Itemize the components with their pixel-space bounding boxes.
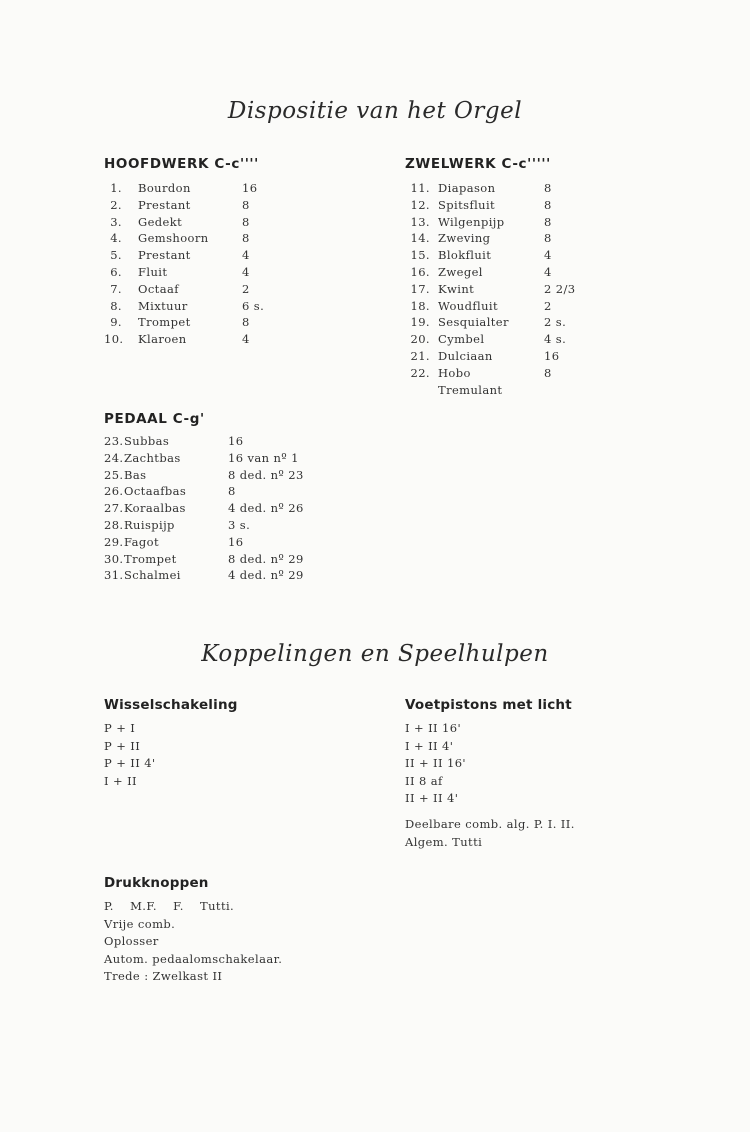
stop-row bbox=[104, 433, 344, 450]
stop-name: Zweving bbox=[438, 231, 491, 246]
stop-row bbox=[405, 230, 625, 247]
stop-number: 13. bbox=[410, 214, 430, 229]
stop-row bbox=[104, 467, 344, 484]
stop-row bbox=[104, 551, 344, 568]
stop-row bbox=[104, 500, 344, 517]
stop-size: 8 ded. nº 23 bbox=[228, 467, 304, 482]
stop-size: 8 bbox=[544, 365, 552, 380]
stop-size: 8 bbox=[242, 214, 250, 229]
stop-row bbox=[104, 517, 344, 534]
stop-name: Sesquialter bbox=[438, 315, 509, 330]
stop-number: 26. bbox=[104, 484, 124, 499]
stop-number: 2. bbox=[110, 197, 122, 212]
voetpistons-list bbox=[405, 720, 466, 808]
stop-number: 30. bbox=[104, 551, 124, 566]
stop-number: 29. bbox=[104, 534, 124, 549]
voetpistons-notes bbox=[405, 816, 575, 851]
stop-size: 4 s. bbox=[544, 332, 567, 347]
drukknoppen-list bbox=[104, 898, 282, 986]
stop-row bbox=[405, 331, 625, 348]
coupler-line: P + I bbox=[104, 721, 136, 735]
stop-size: 8 bbox=[544, 181, 552, 195]
coupler-line: P + II bbox=[104, 738, 141, 753]
stop-row bbox=[104, 314, 304, 331]
stop-row bbox=[104, 567, 344, 584]
piston-line: II + II 16' bbox=[405, 756, 466, 770]
stop-row bbox=[405, 180, 625, 197]
stop-name: Bas bbox=[124, 467, 147, 482]
stop-name: Schalmei bbox=[124, 568, 181, 583]
stop-number: 15. bbox=[410, 248, 430, 263]
stop-size: 8 bbox=[242, 197, 250, 212]
stop-size: 6 s. bbox=[242, 298, 265, 313]
stop-number: 8. bbox=[110, 298, 122, 313]
coupler-line: P + II 4' bbox=[104, 756, 156, 770]
stop-row bbox=[405, 314, 625, 331]
stop-row bbox=[104, 534, 344, 551]
pedaal-stop-list bbox=[104, 433, 344, 584]
stop-size: 4 bbox=[544, 248, 552, 263]
heading-zwelwerk: ZWELWERK C-c''''' bbox=[405, 156, 551, 172]
stop-size: 2 bbox=[544, 298, 552, 313]
stop-row bbox=[405, 382, 625, 399]
stop-name: Fluit bbox=[138, 264, 168, 279]
stop-size: 8 bbox=[544, 197, 552, 212]
stop-row bbox=[104, 450, 344, 467]
stop-size: 8 bbox=[544, 214, 552, 229]
stop-row bbox=[405, 281, 625, 298]
stop-row bbox=[104, 331, 304, 348]
stop-size: 16 bbox=[242, 181, 258, 195]
stop-name: Tremulant bbox=[438, 382, 503, 397]
stop-size: 8 ded. nº 29 bbox=[228, 551, 304, 566]
wisselschakeling-list bbox=[104, 720, 156, 790]
stop-number: 5. bbox=[110, 248, 122, 263]
stop-name: Wilgenpijp bbox=[438, 214, 505, 229]
stop-number: 19. bbox=[410, 315, 430, 330]
title-koppelingen: Koppelingen en Speelhulpen bbox=[201, 641, 549, 667]
piston-line: I + II 16' bbox=[405, 721, 462, 735]
stop-number: 27. bbox=[104, 501, 124, 516]
stop-size: 2 bbox=[242, 281, 250, 296]
stop-row bbox=[104, 247, 304, 264]
stop-row bbox=[104, 180, 304, 197]
stop-number: 22. bbox=[410, 365, 430, 380]
stop-size: 4 bbox=[544, 264, 552, 279]
heading-voetpistons: Voetpistons met licht bbox=[405, 697, 572, 713]
stop-number: 24. bbox=[104, 450, 124, 465]
stop-size: 4 bbox=[242, 248, 250, 263]
stop-name: Kwint bbox=[438, 281, 475, 296]
stop-size: 16 van nº 1 bbox=[228, 450, 299, 465]
stop-size: 8 bbox=[242, 231, 250, 246]
stop-row bbox=[104, 281, 304, 298]
stop-name: Ruispijp bbox=[124, 517, 175, 532]
stop-size: 16 bbox=[544, 348, 560, 363]
stop-name: Gemshoorn bbox=[138, 231, 209, 246]
stop-size: 8 bbox=[544, 231, 552, 246]
button-line: Trede : Zwelkast II bbox=[104, 969, 223, 983]
stop-name: Octaafbas bbox=[124, 484, 187, 499]
heading-wisselschakeling: Wisselschakeling bbox=[104, 697, 238, 713]
stop-row bbox=[104, 298, 304, 315]
stop-row bbox=[405, 247, 625, 264]
stop-number: 23. bbox=[104, 434, 124, 448]
stop-row bbox=[405, 214, 625, 231]
stop-name: Zwegel bbox=[438, 264, 483, 279]
stop-number: 20. bbox=[410, 332, 430, 347]
stop-size: 8 bbox=[228, 484, 236, 499]
stop-name: Klaroen bbox=[138, 332, 187, 347]
stop-size: 8 bbox=[242, 315, 250, 330]
stop-size: 2 2/3 bbox=[544, 281, 576, 296]
stop-name: Spitsfluit bbox=[438, 197, 496, 212]
button-line: Autom. pedaalomschakelaar. bbox=[104, 951, 283, 966]
stop-size: 4 bbox=[242, 332, 250, 347]
stop-size: 16 bbox=[228, 434, 244, 448]
stop-number: 9. bbox=[110, 315, 122, 330]
stop-name: Trompet bbox=[124, 551, 177, 566]
piston-line: II + II 4' bbox=[405, 791, 459, 805]
stop-number: 17. bbox=[410, 281, 430, 296]
stop-name: Prestant bbox=[138, 248, 191, 263]
stop-size: 16 bbox=[228, 534, 244, 549]
button-line: P. M.F. F. Tutti. bbox=[104, 899, 235, 913]
stop-number: 31. bbox=[104, 568, 124, 583]
stop-name: Bourdon bbox=[138, 181, 191, 195]
stop-number: 16. bbox=[410, 264, 430, 279]
stop-name: Cymbel bbox=[438, 332, 485, 347]
stop-name: Diapason bbox=[438, 181, 496, 195]
stop-number: 3. bbox=[110, 214, 122, 229]
stop-name: Subbas bbox=[124, 434, 170, 448]
stop-row bbox=[405, 298, 625, 315]
stop-number: 28. bbox=[104, 517, 124, 532]
button-line: Vrije comb. bbox=[104, 916, 176, 931]
stop-size: 3 s. bbox=[228, 517, 251, 532]
stop-row bbox=[104, 197, 304, 214]
note-line: Algem. Tutti bbox=[405, 834, 483, 849]
zwelwerk-stop-list bbox=[405, 180, 625, 398]
stop-name: Zachtbas bbox=[124, 450, 181, 465]
stop-name: Trompet bbox=[138, 315, 191, 330]
heading-hoofdwerk: HOOFDWERK C-c'''' bbox=[104, 156, 259, 172]
title-dispositie: Dispositie van het Orgel bbox=[227, 98, 523, 124]
stop-row bbox=[104, 230, 304, 247]
stop-name: Dulciaan bbox=[438, 348, 493, 363]
stop-name: Octaaf bbox=[138, 281, 179, 296]
note-line: Deelbare comb. alg. P. I. II. bbox=[405, 817, 575, 831]
stop-name: Blokfluit bbox=[438, 248, 492, 263]
stop-number: 7. bbox=[110, 281, 122, 296]
piston-line: II 8 af bbox=[405, 773, 443, 788]
heading-pedaal: PEDAAL C-g' bbox=[104, 411, 205, 427]
stop-number: 4. bbox=[110, 231, 122, 246]
stop-name: Prestant bbox=[138, 197, 191, 212]
stop-name: Gedekt bbox=[138, 214, 183, 229]
stop-number: 11. bbox=[410, 181, 430, 195]
stop-size: 4 ded. nº 26 bbox=[228, 501, 304, 516]
stop-number: 21. bbox=[410, 348, 430, 363]
coupler-line: I + II bbox=[104, 773, 137, 788]
stop-row bbox=[104, 214, 304, 231]
stop-name: Koraalbas bbox=[124, 501, 186, 516]
stop-row bbox=[405, 197, 625, 214]
stop-row bbox=[104, 483, 344, 500]
stop-row bbox=[104, 264, 304, 281]
stop-number: 1. bbox=[110, 181, 122, 195]
stop-number: 25. bbox=[104, 467, 124, 482]
button-line: Oplosser bbox=[104, 934, 159, 948]
stop-number: 10. bbox=[104, 332, 124, 347]
stop-number: 6. bbox=[110, 264, 122, 279]
piston-line: I + II 4' bbox=[405, 738, 454, 753]
stop-size: 4 ded. nº 29 bbox=[228, 568, 304, 583]
stop-number: 18. bbox=[410, 298, 430, 313]
stop-size: 4 bbox=[242, 264, 250, 279]
stop-name: Mixtuur bbox=[138, 298, 188, 313]
stop-number: 12. bbox=[410, 197, 430, 212]
stop-number: 14. bbox=[410, 231, 430, 246]
stop-row bbox=[405, 264, 625, 281]
hoofdwerk-stop-list bbox=[104, 180, 304, 348]
heading-drukknoppen: Drukknoppen bbox=[104, 875, 209, 891]
stop-name: Hobo bbox=[438, 365, 471, 380]
stop-name: Fagot bbox=[124, 534, 159, 549]
stop-name: Woudfluit bbox=[438, 298, 498, 313]
stop-row bbox=[405, 348, 625, 365]
stop-size: 2 s. bbox=[544, 315, 567, 330]
stop-row bbox=[405, 365, 625, 382]
